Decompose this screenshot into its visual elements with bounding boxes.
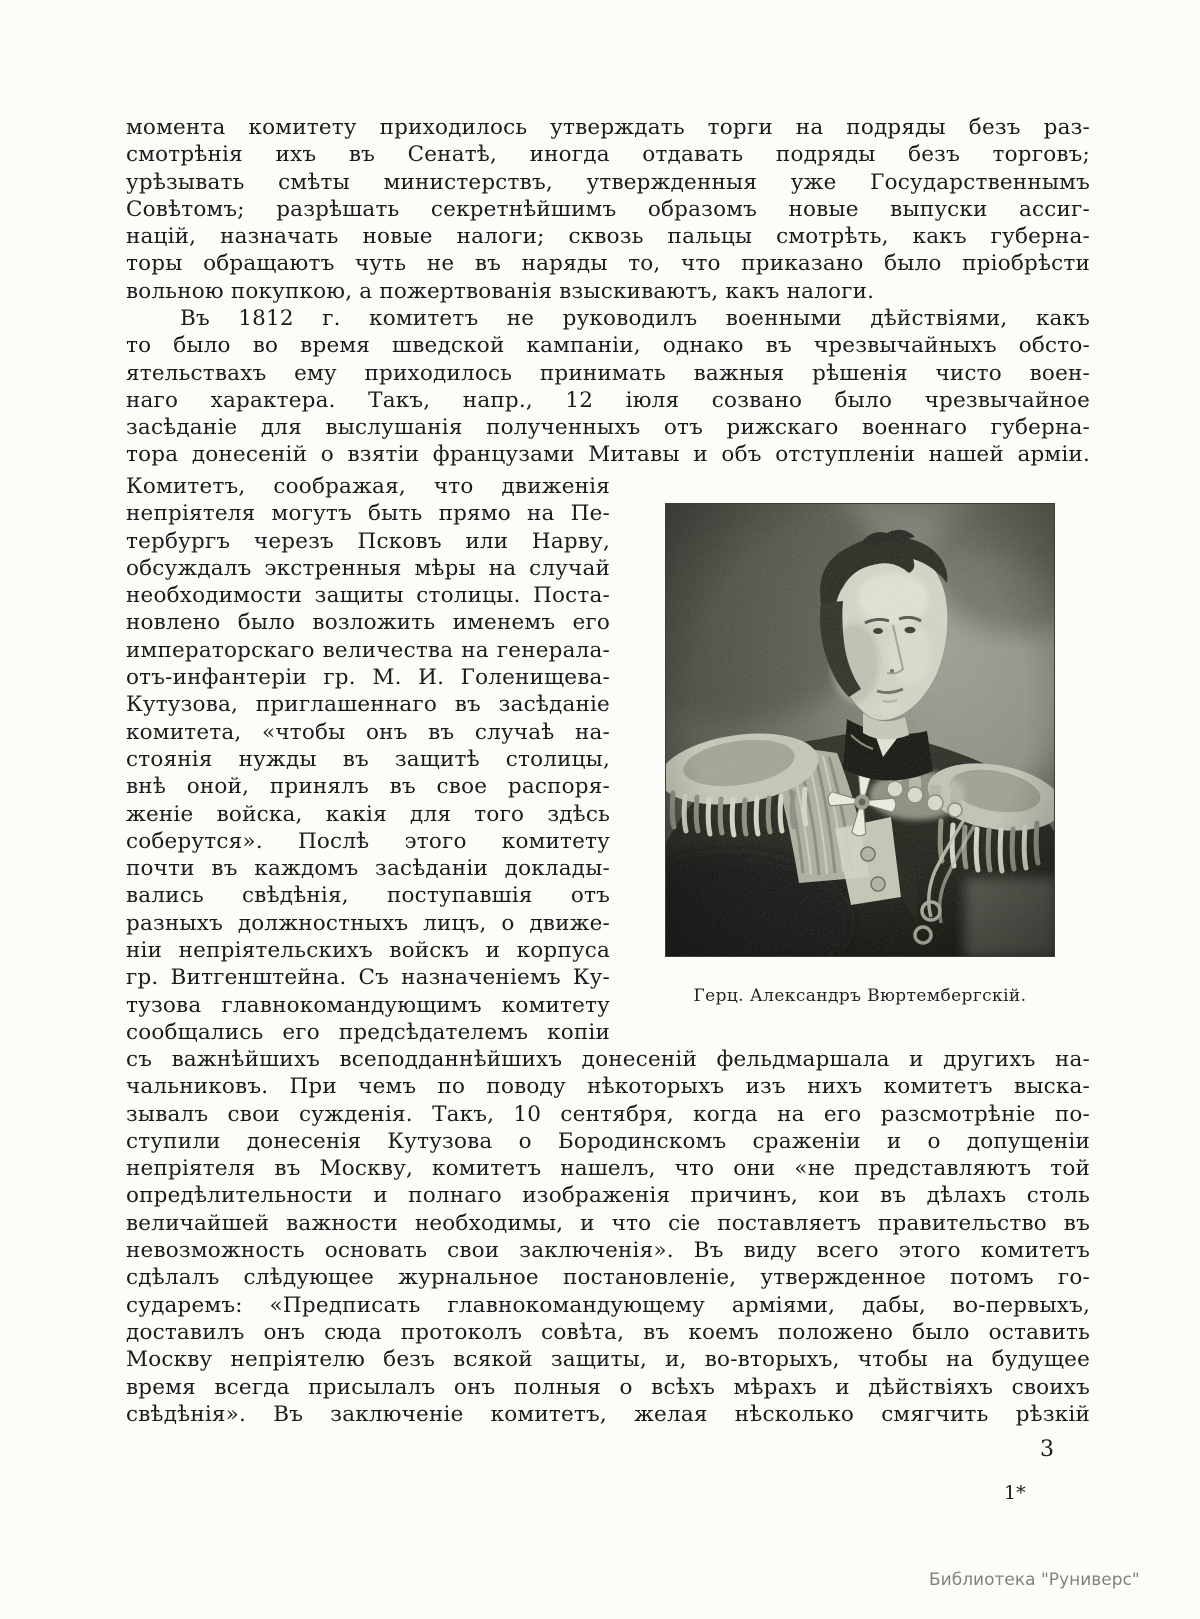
text-line: время всегда присылалъ онъ полныя о всѣхъ мѣрахъ и дѣйствіяхъ своихъ <box>126 1374 1090 1400</box>
text-line: ступили донесенія Кутузова о Бородинскомъ сраженіи и о допущеніи <box>126 1128 1090 1154</box>
paragraph-1812 <box>126 305 1090 469</box>
text-line: сударемъ: «Предписать главнокомандующему арміями, дабы, во-первыхъ, <box>126 1292 1090 1318</box>
text-line: съ важнѣйшихъ всеподданнѣйшихъ донесеній фельдмаршала и другихъ на- <box>126 1047 1090 1072</box>
text-line: Комитетъ, соображая, что движенія <box>126 474 610 499</box>
signature-mark: 1* <box>1004 1482 1026 1504</box>
text-line: отъ-инфантеріи гр. М. И. Голенищева- <box>126 665 610 691</box>
text-line: сообщались его предсѣдателемъ копіи <box>126 1019 610 1045</box>
text-line: свѣдѣнія». Въ заключеніе комитетъ, желая нѣсколько смягчить рѣзкій <box>126 1401 1090 1427</box>
text-line: величайшей важности необходимы, и что сіе поставляетъ правительство въ <box>126 1210 1090 1236</box>
text-line: невозможность основать свои заключенія». Въ виду всего этого комитетъ <box>126 1238 1090 1264</box>
text-line: необходимости защиты столицы. Поста- <box>126 583 610 609</box>
paragraph-bottom <box>126 1046 1090 1428</box>
text-line: урѣзывать смѣты министерствъ, утвержденныя уже Государственнымъ <box>126 169 1090 195</box>
library-watermark: Библиотека "Руниверс" <box>929 1570 1140 1590</box>
text-line: стоянія нужды въ защитѣ столицы, <box>126 746 610 772</box>
text-line: то было во время шведской кампаніи, однако въ чрезвычайныхъ обсто- <box>126 333 1090 359</box>
text-line: засѣданіе для выслушанія полученныхъ отъ рижскаго военнаго губерна- <box>126 415 1090 441</box>
text-line: императорскаго величества на генерала- <box>126 637 610 663</box>
text-line: Въ 1812 г. комитетъ не руководилъ военными дѣйствіями, какъ <box>180 306 1090 331</box>
text-line: опредѣлительности и полнаго изображенія причинъ, кои въ дѣлахъ столь <box>126 1183 1090 1209</box>
text-line: момента комитету приходилось утверждать торги на подряды безъ раз- <box>126 115 1090 140</box>
text-line: Москву непріятелю безъ всякой защиты, и, во-вторыхъ, чтобы на будущее <box>126 1347 1090 1373</box>
text-column-beside-figure <box>126 473 610 1046</box>
text-line: разныхъ должностныхъ лицъ, о движе- <box>126 910 610 936</box>
portrait-figure <box>665 503 1055 1006</box>
text-line: націй, назначать новые налоги; сквозь пальцы смотрѣть, какъ губерна- <box>126 224 1090 250</box>
text-line: Кутузова, приглашеннаго въ засѣданіе <box>126 692 610 718</box>
text-line: наго характера. Такъ, напр., 12 іюля созвано было чрезвычайное <box>126 387 1090 413</box>
text-line: новлено было возложить именемъ его <box>126 610 610 636</box>
text-line: непріятеля могутъ быть прямо на Пе- <box>126 501 610 527</box>
text-line: непріятеля въ Москву, комитетъ нашелъ, что они «не представляютъ той <box>126 1156 1090 1182</box>
text-line: вольною покупкою, а пожертвованія взыскиваютъ, какъ налоги. <box>126 278 875 304</box>
text-line: тузова главнокомандующимъ комитету <box>126 992 610 1018</box>
text-line: женіе войска, какія для того здѣсь <box>126 801 610 827</box>
text-line: почти въ каждомъ засѣданіи доклады- <box>126 856 610 882</box>
paragraph-top <box>126 114 1090 305</box>
text-line: гр. Витгенштейна. Съ назначеніемъ Ку- <box>126 965 610 991</box>
text-line: вались свѣдѣнія, поступавшія отъ <box>126 883 610 909</box>
text-line: комитета, «чтобы онъ въ случаѣ на- <box>126 719 610 745</box>
text-line: зывалъ свои сужденія. Такъ, 10 сентября, когда на его разсмотрѣніе по- <box>126 1101 1090 1127</box>
text-line: чальниковъ. При чемъ по поводу нѣкоторыхъ изъ нихъ комитетъ выска- <box>126 1074 1090 1100</box>
text-line: тора донесеній о взятіи французами Митавы и объ отступленіи нашей арміи. <box>126 442 1090 468</box>
text-line: сдѣлалъ слѣдующее журнальное постановленіе, утвержденное потомъ го- <box>126 1265 1090 1291</box>
text-line: ятельствахъ ему приходилось принимать важныя рѣшенія чисто воен- <box>126 360 1090 386</box>
text-line: внѣ оной, принялъ въ свое распоря- <box>126 774 610 800</box>
text-line: смотрѣнія ихъ въ Сенатѣ, иногда отдавать подряды безъ торговъ; <box>126 142 1090 168</box>
text-line: тербургъ черезъ Псковъ или Нарву, <box>126 528 610 554</box>
portrait-image <box>665 503 1055 957</box>
text-line: доставилъ онъ сюда протоколъ совѣта, въ коемъ положено было оставить <box>126 1319 1090 1345</box>
text-line: соберутся». Послѣ этого комитету <box>126 828 610 854</box>
text-line: торы обращаютъ чуть не въ наряды то, что приказано было пріобрѣсти <box>126 251 1090 277</box>
text-line: Совѣтомъ; разрѣшать секретнѣйшимъ образомъ новые выпуски ассиг- <box>126 196 1090 222</box>
figure-caption: Герц. Александръ Вюртембергскій. <box>693 986 1027 1006</box>
page-number: 3 <box>1040 1437 1054 1462</box>
text-line: ніи непріятельскихъ войскъ и корпуса <box>126 938 610 964</box>
text-line: обсуждалъ экстренныя мѣры на случай <box>126 555 610 581</box>
